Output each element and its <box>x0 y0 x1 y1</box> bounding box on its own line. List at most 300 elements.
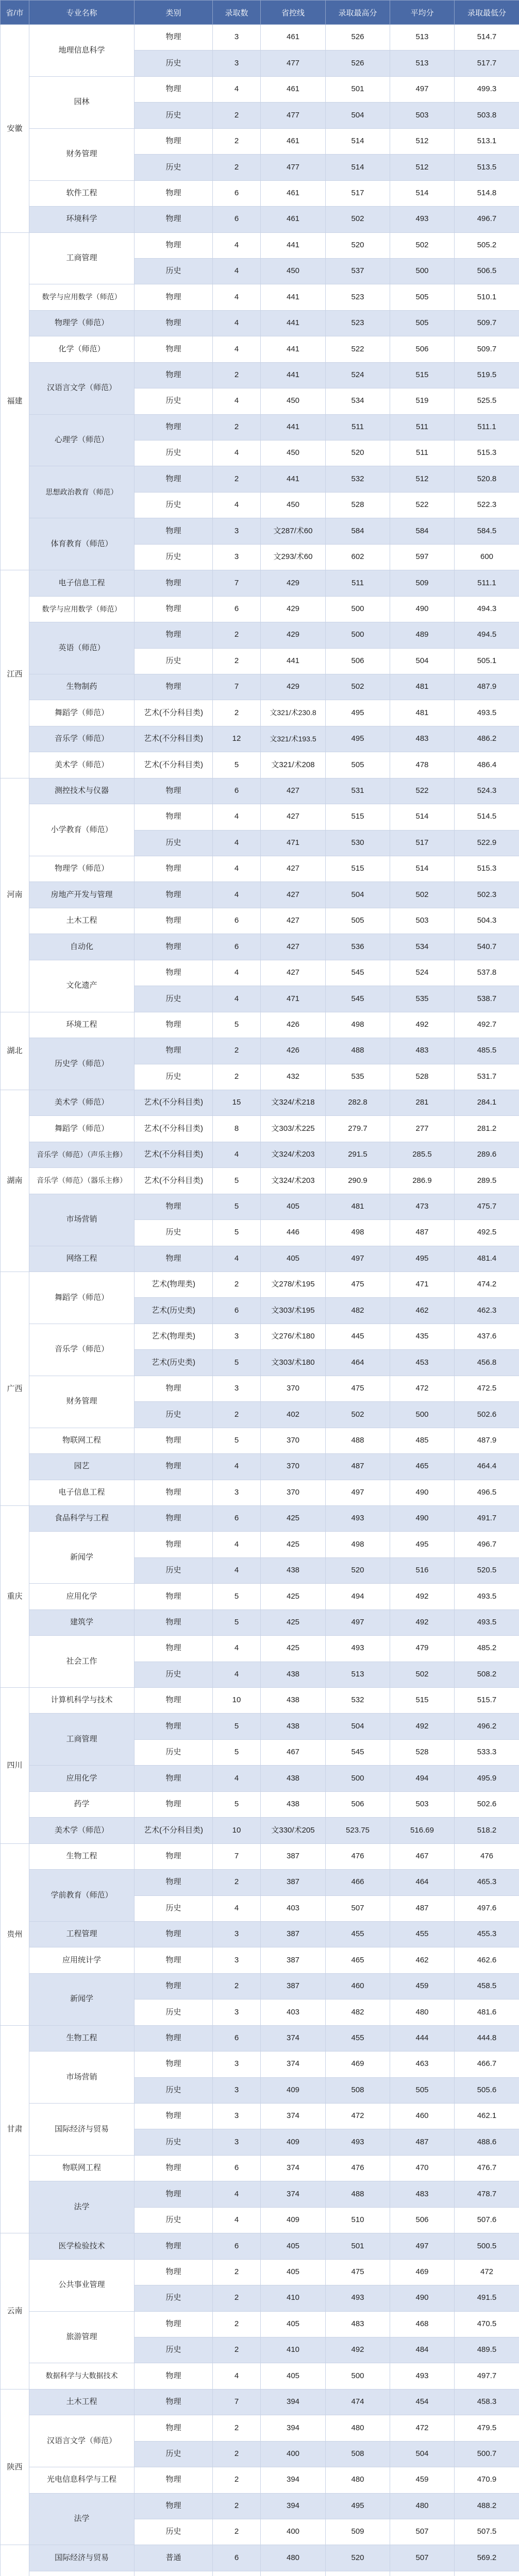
cell-admit-count: 3 <box>213 25 261 50</box>
cell-control-line: 425 <box>261 1532 326 1557</box>
cell-avg-score: 505 <box>390 284 455 310</box>
cell-admit-count: 2 <box>213 2285 261 2311</box>
cell-major: 电子信息工程 <box>29 570 135 596</box>
cell-min-score: 485.2 <box>455 1636 519 1662</box>
cell-admit-count: 2 <box>213 1973 261 1999</box>
cell-max-score: 520 <box>326 440 390 466</box>
cell-category: 历史 <box>135 1662 213 1687</box>
cell-control-line: 394 <box>261 2493 326 2519</box>
cell-admit-count: 2 <box>213 1402 261 1428</box>
cell-max-score: 508 <box>326 2077 390 2103</box>
cell-avg-score: 464 <box>390 1870 455 1895</box>
cell-control-line: 425 <box>261 1609 326 1635</box>
cell-min-score: 569.2 <box>455 2545 519 2571</box>
cell-control-line: 441 <box>261 414 326 440</box>
table-row <box>1 1973 519 1999</box>
cell-control-line: 402 <box>261 1402 326 1428</box>
cell-admit-count: 5 <box>213 752 261 778</box>
cell-admit-count: 6 <box>213 180 261 206</box>
cell-avg-score: 487 <box>390 1220 455 1246</box>
cell-admit-count: 4 <box>213 76 261 102</box>
cell-category: 物理 <box>135 674 213 700</box>
cell-major: 工商管理 <box>29 232 135 284</box>
cell-avg-score: 459 <box>390 2467 455 2493</box>
table-row <box>1 1688 519 1714</box>
cell-major: 生物工程 <box>29 2025 135 2051</box>
cell-avg-score: 522 <box>390 492 455 518</box>
cell-control-line: 374 <box>261 2025 326 2051</box>
cell-max-score: 495 <box>326 2493 390 2519</box>
cell-max-score: 545 <box>326 960 390 986</box>
cell-admit-count: 2 <box>213 362 261 388</box>
cell-max-score: 481 <box>326 1194 390 1219</box>
cell-max-score: 517 <box>326 180 390 206</box>
cell-avg-score: 483 <box>390 2181 455 2207</box>
cell-major: 小学教育（师范） <box>29 804 135 856</box>
cell-min-score: 455.3 <box>455 1921 519 1947</box>
cell-control-line: 405 <box>261 1194 326 1219</box>
cell-major: 计算机科学与技术 <box>29 1688 135 1714</box>
table-row <box>1 518 519 544</box>
cell-max-score: 501 <box>326 76 390 102</box>
cell-category: 物理 <box>135 804 213 830</box>
cell-control-line: 425 <box>261 1636 326 1662</box>
cell-min-score: 496.2 <box>455 1714 519 1739</box>
cell-admit-count: 10 <box>213 1688 261 1714</box>
table-row <box>1 25 519 50</box>
cell-min-score: 513.5 <box>455 155 519 180</box>
cell-major: 园艺 <box>29 1454 135 1480</box>
cell-max-score: 464 <box>326 1350 390 1376</box>
table-row <box>1 2155 519 2181</box>
header-avg-score: 平均分 <box>390 1 455 25</box>
cell-avg-score: 454 <box>390 2389 455 2415</box>
table-row <box>1 1609 519 1635</box>
cell-major: 环境科学 <box>29 207 135 232</box>
cell-min-score: 533.3 <box>455 1739 519 1765</box>
cell-admit-count: 4 <box>213 2363 261 2389</box>
cell-avg-score: 514 <box>390 180 455 206</box>
cell-min-score: 538.7 <box>455 986 519 1012</box>
cell-admit-count: 2 <box>213 1272 261 1298</box>
cell-major: 物联网工程 <box>29 1428 135 1453</box>
cell-control-line: 438 <box>261 1557 326 1583</box>
table-row <box>1 2311 519 2337</box>
cell-max-score: 493 <box>326 2129 390 2155</box>
cell-category: 物理 <box>135 284 213 310</box>
cell-category: 物理 <box>135 2363 213 2389</box>
cell-control-line: 427 <box>261 804 326 830</box>
table-row <box>1 1505 519 1531</box>
cell-min-score: 289.6 <box>455 1142 519 1167</box>
cell-min-score: 491.7 <box>455 1505 519 1531</box>
cell-max-score: 495 <box>326 700 390 726</box>
cell-admit-count: 4 <box>213 232 261 258</box>
cell-avg-score: 502 <box>390 882 455 908</box>
cell-control-line: 427 <box>261 934 326 960</box>
cell-category: 物理 <box>135 1505 213 1531</box>
table-row <box>1 622 519 648</box>
cell-min-score: 493.5 <box>455 700 519 726</box>
cell-avg-score: 453 <box>390 1350 455 1376</box>
cell-max-score: 282.8 <box>326 1090 390 1115</box>
cell-avg-score: 519 <box>390 388 455 414</box>
cell-admit-count: 6 <box>213 1505 261 1531</box>
cell-max-score: 515 <box>326 804 390 830</box>
cell-max-score: 536 <box>326 934 390 960</box>
cell-admit-count: 7 <box>213 1843 261 1869</box>
cell-control-line: 446 <box>261 1220 326 1246</box>
cell-province: 河南 <box>1 778 29 1012</box>
cell-min-score: 289.5 <box>455 1168 519 1194</box>
cell-major: 食品科学与工程 <box>29 1505 135 1531</box>
cell-category: 物理 <box>135 180 213 206</box>
cell-min-score: 584.5 <box>455 518 519 544</box>
table-row <box>1 1012 519 1038</box>
cell-category: 历史 <box>135 440 213 466</box>
cell-category: 历史 <box>135 1557 213 1583</box>
cell-admit-count: 4 <box>213 830 261 856</box>
cell-max-score: 500 <box>326 1766 390 1791</box>
table-row <box>1 2545 519 2571</box>
table-row <box>1 2389 519 2415</box>
cell-max-score: 511 <box>326 414 390 440</box>
cell-min-score: 493.5 <box>455 1584 519 1609</box>
cell-admit-count: 6 <box>213 2155 261 2181</box>
cell-min-score: 502.6 <box>455 1402 519 1428</box>
cell-max-score: 506 <box>326 648 390 674</box>
cell-province: 江西 <box>1 570 29 778</box>
cell-category: 物理 <box>135 908 213 934</box>
cell-control-line: 461 <box>261 180 326 206</box>
cell-admit-count: 4 <box>213 1766 261 1791</box>
cell-control-line: 441 <box>261 362 326 388</box>
cell-major: 法学 <box>29 2493 135 2545</box>
table-row <box>1 1870 519 1895</box>
cell-major: 电子信息工程 <box>29 1480 135 1505</box>
table-row <box>1 232 519 258</box>
cell-max-score: 535 <box>326 1064 390 1090</box>
cell-category: 物理 <box>135 232 213 258</box>
cell-admit-count: 2 <box>213 700 261 726</box>
cell-category: 艺术(不分科目类) <box>135 726 213 752</box>
cell-admit-count: 3 <box>213 1376 261 1401</box>
cell-avg-score: 515 <box>390 362 455 388</box>
cell-category: 艺术(不分科目类) <box>135 1142 213 1167</box>
cell-control-line: 429 <box>261 622 326 648</box>
cell-max-score: 488 <box>326 2181 390 2207</box>
cell-category: 历史 <box>135 1064 213 1090</box>
cell-category: 物理 <box>135 2233 213 2259</box>
cell-admit-count: 5 <box>213 1350 261 1376</box>
cell-min-score: 476 <box>455 1843 519 1869</box>
cell-admit-count: 8 <box>213 1116 261 1142</box>
cell-max-score: 493 <box>326 1636 390 1662</box>
cell-admit-count: 4 <box>213 2181 261 2207</box>
cell-category: 艺术(历史类) <box>135 1350 213 1376</box>
cell-avg-score: 500 <box>390 258 455 284</box>
cell-major: 物理学（师范） <box>29 310 135 336</box>
cell-category: 物理 <box>135 1843 213 1869</box>
cell-major: 应用统计学 <box>29 1947 135 1973</box>
cell-province: 重庆 <box>1 1505 29 1687</box>
cell-category: 历史 <box>135 2077 213 2103</box>
cell-category: 历史 <box>135 2337 213 2363</box>
cell-admit-count: 4 <box>213 804 261 830</box>
cell-major: 房地产开发与管理 <box>29 882 135 908</box>
table-row <box>1 2415 519 2441</box>
cell-major: 英语（师范） <box>29 622 135 674</box>
cell-avg-score: 479 <box>390 1636 455 1662</box>
cell-max-score: 480 <box>326 2467 390 2493</box>
cell-control-line: 409 <box>261 2129 326 2155</box>
cell-admit-count: 4 <box>213 2207 261 2233</box>
cell-admit-count: 2 <box>213 414 261 440</box>
cell-control-line: 文278/术195 <box>261 1272 326 1298</box>
cell-min-score: 466.7 <box>455 2052 519 2077</box>
cell-max-score: 507 <box>326 1895 390 1921</box>
cell-admit-count: 2 <box>213 2467 261 2493</box>
table-row <box>1 336 519 362</box>
cell-control-line: 405 <box>261 2259 326 2285</box>
cell-major: 学前教育（师范） <box>29 1870 135 1922</box>
table-body <box>1 25 519 2576</box>
cell-control-line: 文303/术225 <box>261 1116 326 1142</box>
cell-admit-count: 2 <box>213 2337 261 2363</box>
cell-category: 物理 <box>135 1609 213 1635</box>
cell-max-score: 480 <box>326 2415 390 2441</box>
cell-min-score: 514.7 <box>455 25 519 50</box>
cell-category: 历史 <box>135 648 213 674</box>
cell-major: 汉语言文学（师范） <box>29 362 135 414</box>
cell-major: 物理学（师范） <box>29 856 135 882</box>
cell-min-score: 522.3 <box>455 492 519 518</box>
cell-avg-score: 487 <box>390 1895 455 1921</box>
cell-min-score: 487.9 <box>455 1428 519 1453</box>
cell-avg-score: 516 <box>390 1557 455 1583</box>
table-row <box>1 1532 519 1557</box>
cell-max-score: 505 <box>326 752 390 778</box>
cell-major: 音乐学（师范） <box>29 1324 135 1376</box>
cell-avg-score: 460 <box>390 2104 455 2129</box>
table-row <box>1 2052 519 2077</box>
cell-major: 音乐学（师范） <box>29 726 135 752</box>
cell-category: 物理 <box>135 1428 213 1453</box>
cell-province: 广西 <box>1 1272 29 1506</box>
cell-category: 物理 <box>135 778 213 804</box>
cell-avg-score: 522 <box>390 778 455 804</box>
cell-major: 新闻学 <box>29 1532 135 1584</box>
cell-category: 艺术(不分科目类) <box>135 1168 213 1194</box>
cell-category: 普通 <box>135 2545 213 2571</box>
cell-category: 物理 <box>135 2389 213 2415</box>
table-header <box>1 1 519 25</box>
cell-major: 国际经济与贸易 <box>29 2545 135 2571</box>
cell-avg-score: 444 <box>390 2025 455 2051</box>
table-row <box>1 284 519 310</box>
cell-avg-score: 512 <box>390 466 455 492</box>
table-row <box>1 1921 519 1947</box>
cell-admit-count: 6 <box>213 207 261 232</box>
cell-admit-count: 3 <box>213 1480 261 1505</box>
cell-category: 物理 <box>135 1921 213 1947</box>
cell-category: 历史 <box>135 2285 213 2311</box>
cell-min-score: 514.5 <box>455 804 519 830</box>
cell-max-score: 482 <box>326 1999 390 2025</box>
cell-control-line: 文321/术193.5 <box>261 726 326 752</box>
cell-min-score: 465.3 <box>455 1870 519 1895</box>
cell-control-line: 394 <box>261 2467 326 2493</box>
table-row <box>1 2571 519 2576</box>
cell-avg-score: 509 <box>390 570 455 596</box>
table-row <box>1 1480 519 1505</box>
table-row <box>1 1791 519 1817</box>
cell-min-score: 437.6 <box>455 1324 519 1349</box>
cell-max-score: 487 <box>326 1454 390 1480</box>
cell-admit-count: 4 <box>213 1142 261 1167</box>
cell-max-score: 526 <box>326 50 390 76</box>
cell-avg-score: 469 <box>390 2259 455 2285</box>
cell-admit-count: 4 <box>213 1636 261 1662</box>
table-row <box>1 1843 519 1869</box>
cell-category: 物理 <box>135 1688 213 1714</box>
cell-avg-score: 481 <box>390 700 455 726</box>
cell-major: 药学 <box>29 1791 135 1817</box>
table-row <box>1 1194 519 1219</box>
cell-max-score: 545 <box>326 986 390 1012</box>
cell-category: 物理 <box>135 1636 213 1662</box>
cell-control-line: 410 <box>261 2337 326 2363</box>
cell-admit-count <box>213 2571 261 2576</box>
cell-avg-score: 503 <box>390 1791 455 1817</box>
cell-max-score: 584 <box>326 518 390 544</box>
cell-min-score: 531.7 <box>455 1064 519 1090</box>
cell-avg-score: 485 <box>390 1428 455 1453</box>
table-row <box>1 2025 519 2051</box>
cell-category: 历史 <box>135 2441 213 2467</box>
header-province: 省/市 <box>1 1 29 25</box>
cell-category: 艺术(不分科目类) <box>135 1116 213 1142</box>
cell-avg-score: 506 <box>390 2207 455 2233</box>
cell-control-line: 374 <box>261 2181 326 2207</box>
cell-admit-count: 4 <box>213 336 261 362</box>
table-row <box>1 1324 519 1349</box>
cell-max-score: 520 <box>326 232 390 258</box>
cell-avg-score: 507 <box>390 2519 455 2545</box>
cell-category: 物理 <box>135 1454 213 1480</box>
cell-major: 应用化学 <box>29 1584 135 1609</box>
cell-control-line: 427 <box>261 960 326 986</box>
cell-admit-count: 2 <box>213 1064 261 1090</box>
cell-control-line: 405 <box>261 2311 326 2337</box>
cell-control-line: 450 <box>261 258 326 284</box>
cell-admit-count: 4 <box>213 258 261 284</box>
cell-min-score: 518.2 <box>455 1818 519 1843</box>
cell-province: 湖北 <box>1 1012 29 1090</box>
cell-major: 医学检验技术 <box>29 2233 135 2259</box>
cell-min-score: 492.7 <box>455 1012 519 1038</box>
cell-max-score: 497 <box>326 1480 390 1505</box>
cell-major: 法学 <box>29 2181 135 2233</box>
cell-min-score: 497.7 <box>455 2363 519 2389</box>
table-row <box>1 1090 519 1115</box>
cell-min-score: 494.3 <box>455 596 519 622</box>
cell-avg-score: 513 <box>390 25 455 50</box>
cell-control-line: 426 <box>261 1012 326 1038</box>
cell-admit-count: 2 <box>213 2415 261 2441</box>
table-row <box>1 1116 519 1142</box>
table-row <box>1 1142 519 1167</box>
table-row <box>1 1428 519 1453</box>
cell-major: 市场营销 <box>29 2052 135 2104</box>
cell-avg-score: 584 <box>390 518 455 544</box>
cell-avg-score: 490 <box>390 2285 455 2311</box>
cell-max-score: 532 <box>326 466 390 492</box>
cell-admit-count: 4 <box>213 388 261 414</box>
cell-major: 舞蹈学（师范） <box>29 700 135 726</box>
cell-avg-score: 490 <box>390 596 455 622</box>
cell-admit-count: 5 <box>213 1194 261 1219</box>
cell-control-line: 文293/术60 <box>261 544 326 570</box>
cell-control-line: 461 <box>261 25 326 50</box>
cell-category: 物理 <box>135 1791 213 1817</box>
cell-control-line: 400 <box>261 2441 326 2467</box>
cell-admit-count: 2 <box>213 622 261 648</box>
cell-major: 音乐学（师范）（声乐主修） <box>29 1142 135 1167</box>
cell-max-score: 513 <box>326 1662 390 1687</box>
cell-control-line: 文330/术205 <box>261 1818 326 1843</box>
table-row <box>1 310 519 336</box>
cell-admit-count: 4 <box>213 1246 261 1272</box>
cell-category: 物理 <box>135 1194 213 1219</box>
header-min-score: 录取最低分 <box>455 1 519 25</box>
cell-max-score: 530 <box>326 830 390 856</box>
cell-major: 化学（师范） <box>29 336 135 362</box>
cell-min-score: 462.1 <box>455 2104 519 2129</box>
cell-category: 物理 <box>135 882 213 908</box>
cell-category: 艺术(历史类) <box>135 1298 213 1324</box>
cell-max-score: 455 <box>326 2025 390 2051</box>
cell-major: 测控技术与仪器 <box>29 778 135 804</box>
cell-max-score: 537 <box>326 258 390 284</box>
cell-min-score: 470.9 <box>455 2467 519 2493</box>
cell-control-line: 427 <box>261 882 326 908</box>
cell-min-score: 496.5 <box>455 1480 519 1505</box>
cell-control-line: 441 <box>261 232 326 258</box>
cell-control-line: 471 <box>261 986 326 1012</box>
table-row <box>1 2467 519 2493</box>
cell-control-line: 438 <box>261 1662 326 1687</box>
table-row <box>1 1636 519 1662</box>
cell-min-score: 481.4 <box>455 1246 519 1272</box>
cell-control-line: 427 <box>261 908 326 934</box>
cell-category: 物理 <box>135 2052 213 2077</box>
cell-max-score: 514 <box>326 155 390 180</box>
cell-admit-count: 5 <box>213 1012 261 1038</box>
table-row <box>1 1376 519 1401</box>
cell-avg-score: 468 <box>390 2311 455 2337</box>
table-row <box>1 596 519 622</box>
cell-major: 体育教育（师范） <box>29 518 135 570</box>
cell-min-score: 600 <box>455 544 519 570</box>
cell-major: 生物工程 <box>29 1843 135 1869</box>
cell-avg-score: 511 <box>390 414 455 440</box>
cell-control-line: 370 <box>261 1480 326 1505</box>
cell-avg-score: 471 <box>390 1272 455 1298</box>
cell-min-score: 540.7 <box>455 934 519 960</box>
cell-category: 物理 <box>135 2493 213 2519</box>
header-control-line: 省控线 <box>261 1 326 25</box>
